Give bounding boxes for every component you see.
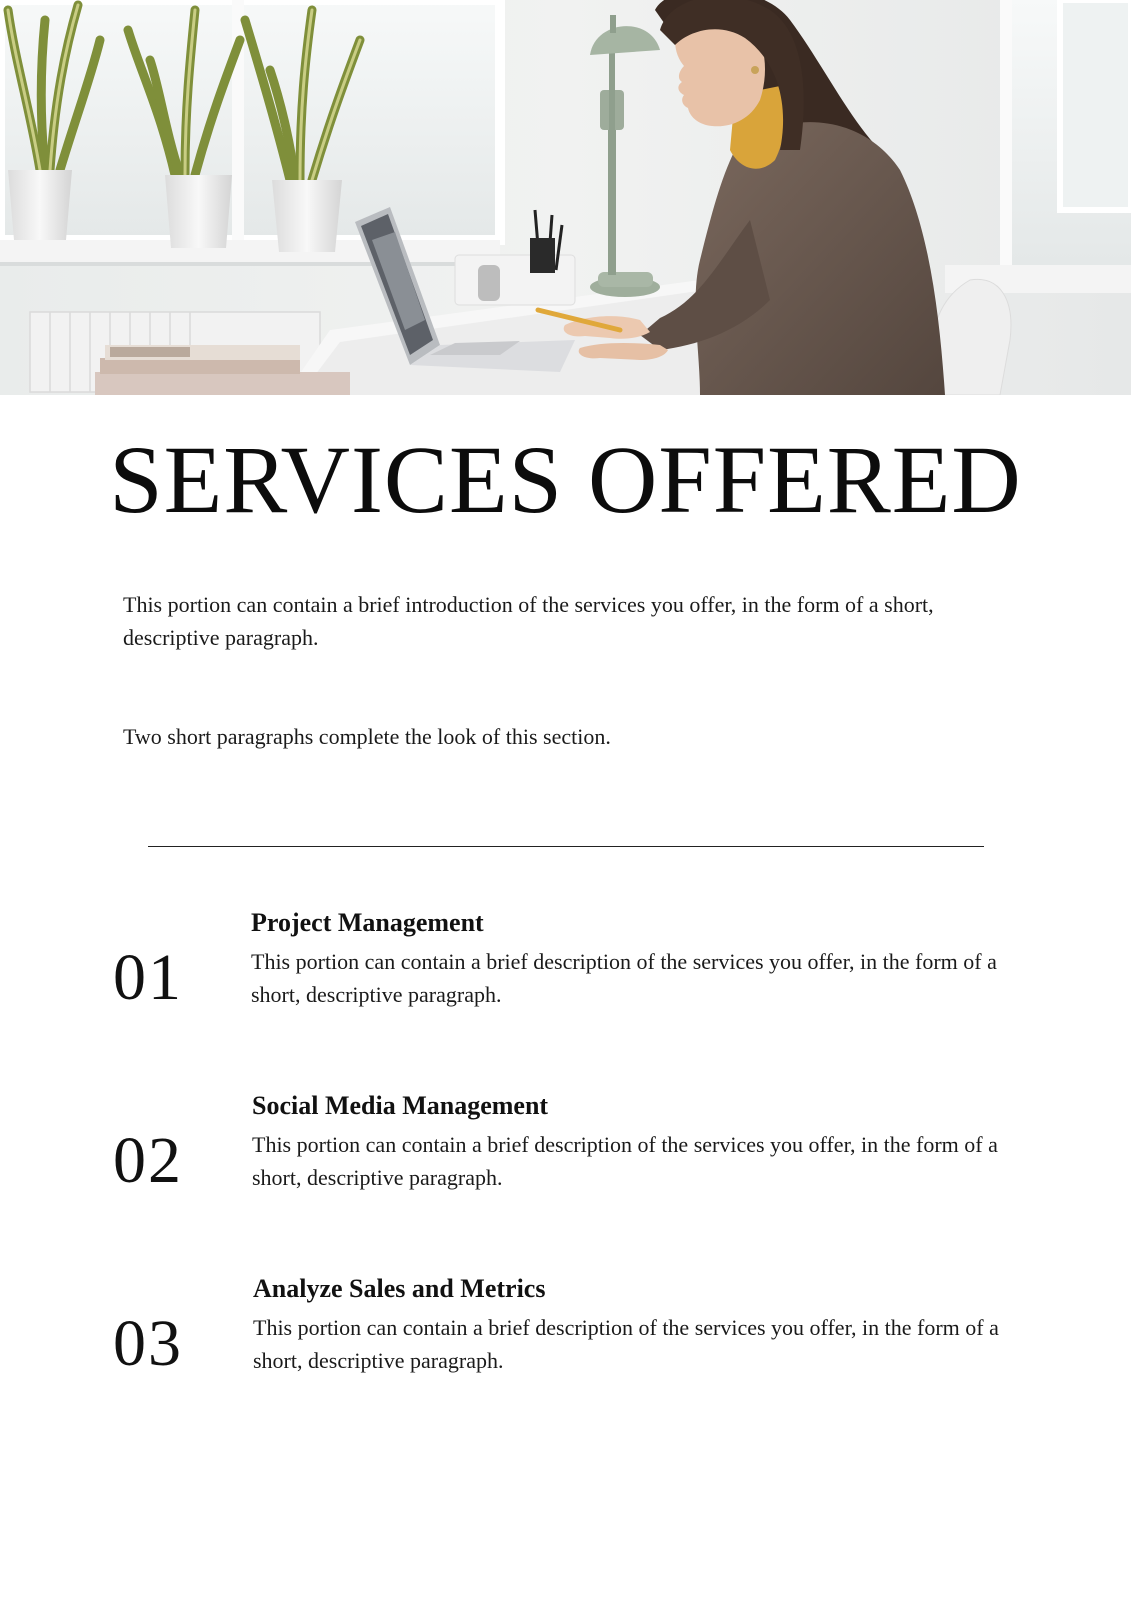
service-item-project-management <box>0 907 1131 1017</box>
intro-paragraph-1: This portion can contain a brief introduction of the services you offer, in the form of a short, descriptive paragraph. <box>123 592 934 650</box>
page-title: SERVICES OFFERED <box>109 426 1022 533</box>
service-number: 03 <box>113 1307 183 1380</box>
service-number: 02 <box>113 1124 183 1197</box>
section-divider <box>148 846 984 847</box>
hero-photo <box>0 0 1131 395</box>
service-name: Analyze Sales and Metrics <box>253 1274 546 1303</box>
intro-paragraph-2: Two short paragraphs complete the look of this section. <box>123 724 611 749</box>
service-item-analyze-sales-and-metrics <box>0 1273 1131 1383</box>
service-name: Social Media Management <box>252 1091 549 1120</box>
service-description: This portion can contain a brief description of the services you offer, in the form of a short, descriptive paragraph. <box>252 1132 998 1190</box>
service-description: This portion can contain a brief description of the services you offer, in the form of a short, descriptive paragraph. <box>251 949 997 1007</box>
service-item-social-media-management <box>0 1090 1131 1200</box>
service-number: 01 <box>113 941 183 1014</box>
service-description: This portion can contain a brief description of the services you offer, in the form of a short, descriptive paragraph. <box>253 1315 999 1373</box>
service-name: Project Management <box>251 908 484 937</box>
hero-photo-illustration <box>0 0 1131 395</box>
